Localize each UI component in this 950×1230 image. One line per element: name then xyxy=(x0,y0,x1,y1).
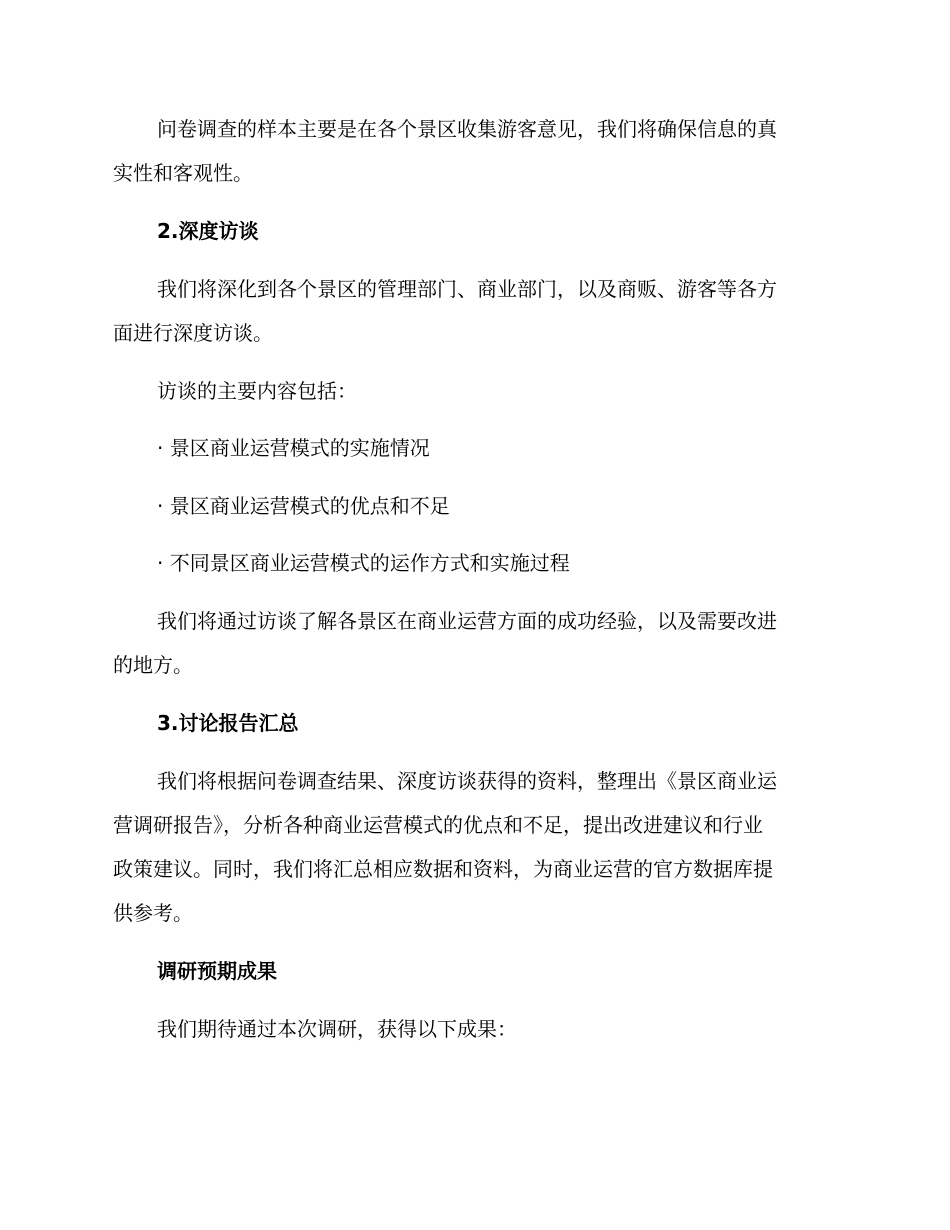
outcomes-intro: 我们期待通过本次调研，获得以下成果： xyxy=(157,1017,517,1041)
paragraph-line: 我们将通过访谈了解各景区在商业运营方面的成功经验，以及需要改进 xyxy=(157,609,777,633)
paragraph-line: 面进行深度访谈。 xyxy=(113,321,273,345)
paragraph-line: 问卷调查的样本主要是在各个景区收集游客意见，我们将确保信息的真 xyxy=(157,117,777,141)
paragraph-line: 供参考。 xyxy=(113,901,193,925)
section-heading-report: 3.讨论报告汇总 xyxy=(157,711,299,735)
section-heading-outcomes: 调研预期成果 xyxy=(157,959,277,983)
list-item: · 景区商业运营模式的实施情况 xyxy=(157,436,430,460)
interview-intro: 访谈的主要内容包括： xyxy=(157,379,357,403)
list-item: · 景区商业运营模式的优点和不足 xyxy=(157,494,450,518)
paragraph-line: 政策建议。同时，我们将汇总相应数据和资料，为商业运营的官方数据库提 xyxy=(113,857,773,881)
section-heading-interview: 2.深度访谈 xyxy=(157,219,259,243)
paragraph-line: 我们将根据问卷调查结果、深度访谈获得的资料，整理出《景区商业运 xyxy=(157,769,777,793)
list-item: · 不同景区商业运营模式的运作方式和实施过程 xyxy=(157,551,570,575)
paragraph-line: 营调研报告》，分析各种商业运营模式的优点和不足，提出改进建议和行业 xyxy=(113,813,763,837)
paragraph-line: 我们将深化到各个景区的管理部门、商业部门，以及商贩、游客等各方 xyxy=(157,277,777,301)
paragraph-line: 的地方。 xyxy=(113,653,193,677)
paragraph-line: 实性和客观性。 xyxy=(113,161,253,185)
